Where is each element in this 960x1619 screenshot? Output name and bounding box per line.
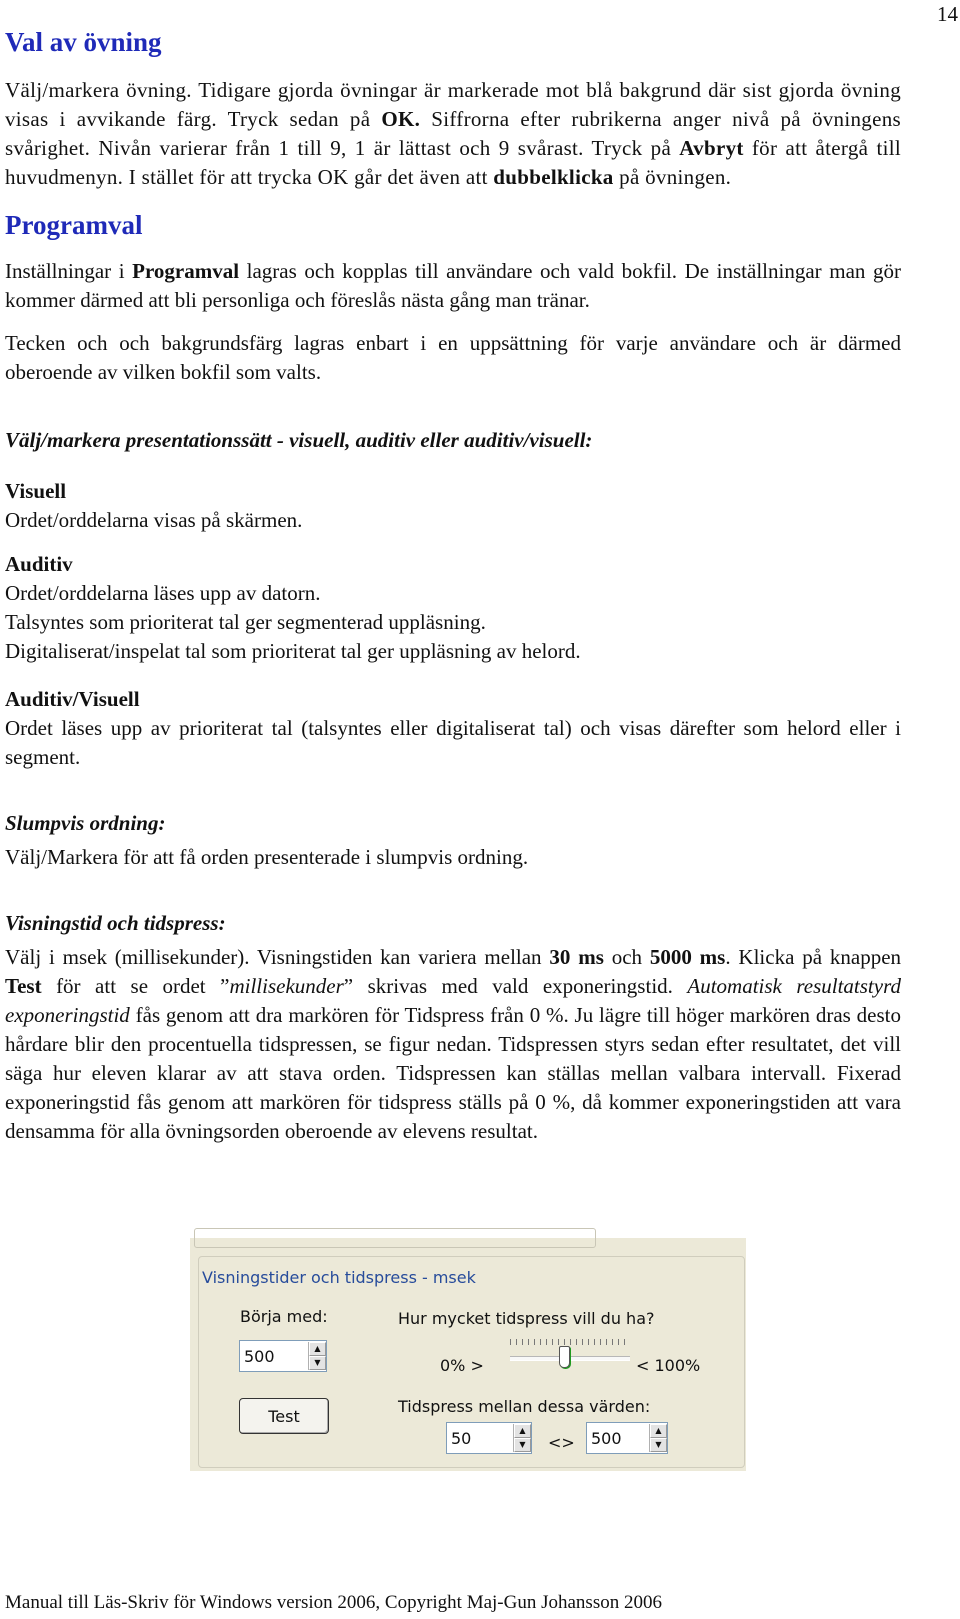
paragraph-val-av-ovning: Välj/markera övning. Tidigare gjorda övningar är markerade mot blå bakgrund där sist gjorda övning visas i avvikande färg. Tryck sedan på OK. Siffrorna efter rubrikerna anger nivå på övningens svårighet. Nivån varierar från 1 till 9, 1 är lättast och 9 svårast. Tryck på Avbryt för att återgå till huvudmenyn. I stället för att trycka OK går det även att dubbelklicka på övningen.	[5, 78, 901, 189]
slider-max-label: < 100%	[636, 1356, 701, 1375]
text-auditiv-2: Talsyntes som prioriterat tal ger segmenterad uppläsning.	[5, 610, 486, 634]
text-auditiv-3: Digitaliserat/inspelat tal som prioriterat tal ger uppläsning av helord.	[5, 639, 581, 663]
spinner-buttons	[308, 1342, 326, 1370]
range-to-value[interactable]: 500	[591, 1428, 622, 1448]
tidspress-question: Hur mycket tidspress vill du ha?	[398, 1309, 655, 1328]
borja-med-label: Börja med:	[240, 1307, 328, 1326]
groupbox-legend: Visningstider och tidspress - msek	[200, 1263, 478, 1292]
spinner-buttons	[513, 1424, 531, 1452]
spin-down-icon[interactable]: ▼	[514, 1438, 531, 1452]
dialog-figure	[190, 1238, 746, 1471]
borja-med-spinner[interactable]	[239, 1340, 327, 1372]
test-button[interactable]: Test	[239, 1398, 329, 1434]
heading-presentationssatt: Välj/markera presentationssätt - visuell, auditiv eller auditiv/visuell:	[5, 428, 593, 452]
label-auditiv: Auditiv	[5, 552, 73, 576]
heading-slumpvis: Slumpvis ordning:	[5, 811, 166, 835]
heading-val-av-ovning: Val av övning	[5, 27, 162, 57]
label-auditiv-visuell: Auditiv/Visuell	[5, 687, 140, 711]
text-auditiv-visuell: Ordet läses upp av prioriterat tal (talsyntes eller digitaliserat tal) och visas därefter som helord eller i segment.	[5, 716, 901, 769]
slider-ticks	[510, 1339, 630, 1345]
spin-up-icon[interactable]: ▲	[514, 1424, 531, 1438]
range-separator: <>	[548, 1433, 575, 1452]
document-body	[5, 22, 901, 1146]
spinner-buttons	[649, 1424, 667, 1452]
paragraph-programval-2: Tecken och och bakgrundsfärg lagras enbart i en uppsättning för varje användare och är därmed oberoende av vilken bokfil som valts.	[5, 331, 901, 384]
text-auditiv-1: Ordet/orddelarna läses upp av datorn.	[5, 581, 321, 605]
text-visuell: Ordet/orddelarna visas på skärmen.	[5, 508, 303, 532]
text-visningstid: Välj i msek (millisekunder). Visningstiden kan variera mellan 30 ms och 5000 ms. Klicka på knappen Test för att se ordet ”millisekunder” skrivas med vald exponeringstid. Automatisk resultatstyrd exponeringstid fås genom att dra markören för Tidspress från 0 %. Ju lägre till höger markören dras desto hårdare blir den procentuella tidspressen, se figur nedan. Tidspressen styrs sedan efter resultatet, det vill säga hur eleven klarar av att stava orden. Tidspressen kan ställas mellan valbara intervall. Fixerad exponeringstid fås genom att markören för tidspress ställs på 0 %, då kommer exponeringstiden att vara densamma för alla övningsorden oberoende av elevens resultat.	[5, 945, 902, 1143]
text-slumpvis: Välj/Markera för att få orden presenterade i slumpvis ordning.	[5, 845, 529, 869]
spin-down-icon[interactable]: ▼	[309, 1356, 326, 1370]
range-label: Tidspress mellan dessa värden:	[398, 1397, 651, 1416]
heading-programval: Programval	[5, 210, 143, 240]
label-visuell: Visuell	[5, 479, 67, 503]
tidspress-slider[interactable]	[510, 1348, 630, 1364]
range-to-spinner[interactable]	[586, 1422, 668, 1454]
paragraph-programval-1: Inställningar i Programval lagras och kopplas till användare och vald bokfil. De inställningar man gör kommer därmed att bli personliga och föreslås nästa gång man tränar.	[5, 259, 901, 312]
page-number: 14	[937, 2, 958, 26]
slider-thumb[interactable]	[559, 1346, 570, 1368]
dialog-top-frame	[194, 1228, 596, 1248]
range-from-spinner[interactable]	[446, 1422, 532, 1454]
spin-up-icon[interactable]: ▲	[650, 1424, 667, 1438]
slider-track-line	[510, 1356, 630, 1361]
spin-down-icon[interactable]: ▼	[650, 1438, 667, 1452]
heading-visningstid: Visningstid och tidspress:	[5, 911, 226, 935]
slider-min-label: 0% >	[440, 1356, 484, 1375]
borja-med-value[interactable]: 500	[244, 1346, 275, 1366]
range-from-value[interactable]: 50	[451, 1428, 472, 1448]
spin-up-icon[interactable]: ▲	[309, 1342, 326, 1356]
page-footer: Manual till Läs-Skriv för Windows version 2006, Copyright Maj-Gun Johansson 2006	[5, 1592, 662, 1613]
